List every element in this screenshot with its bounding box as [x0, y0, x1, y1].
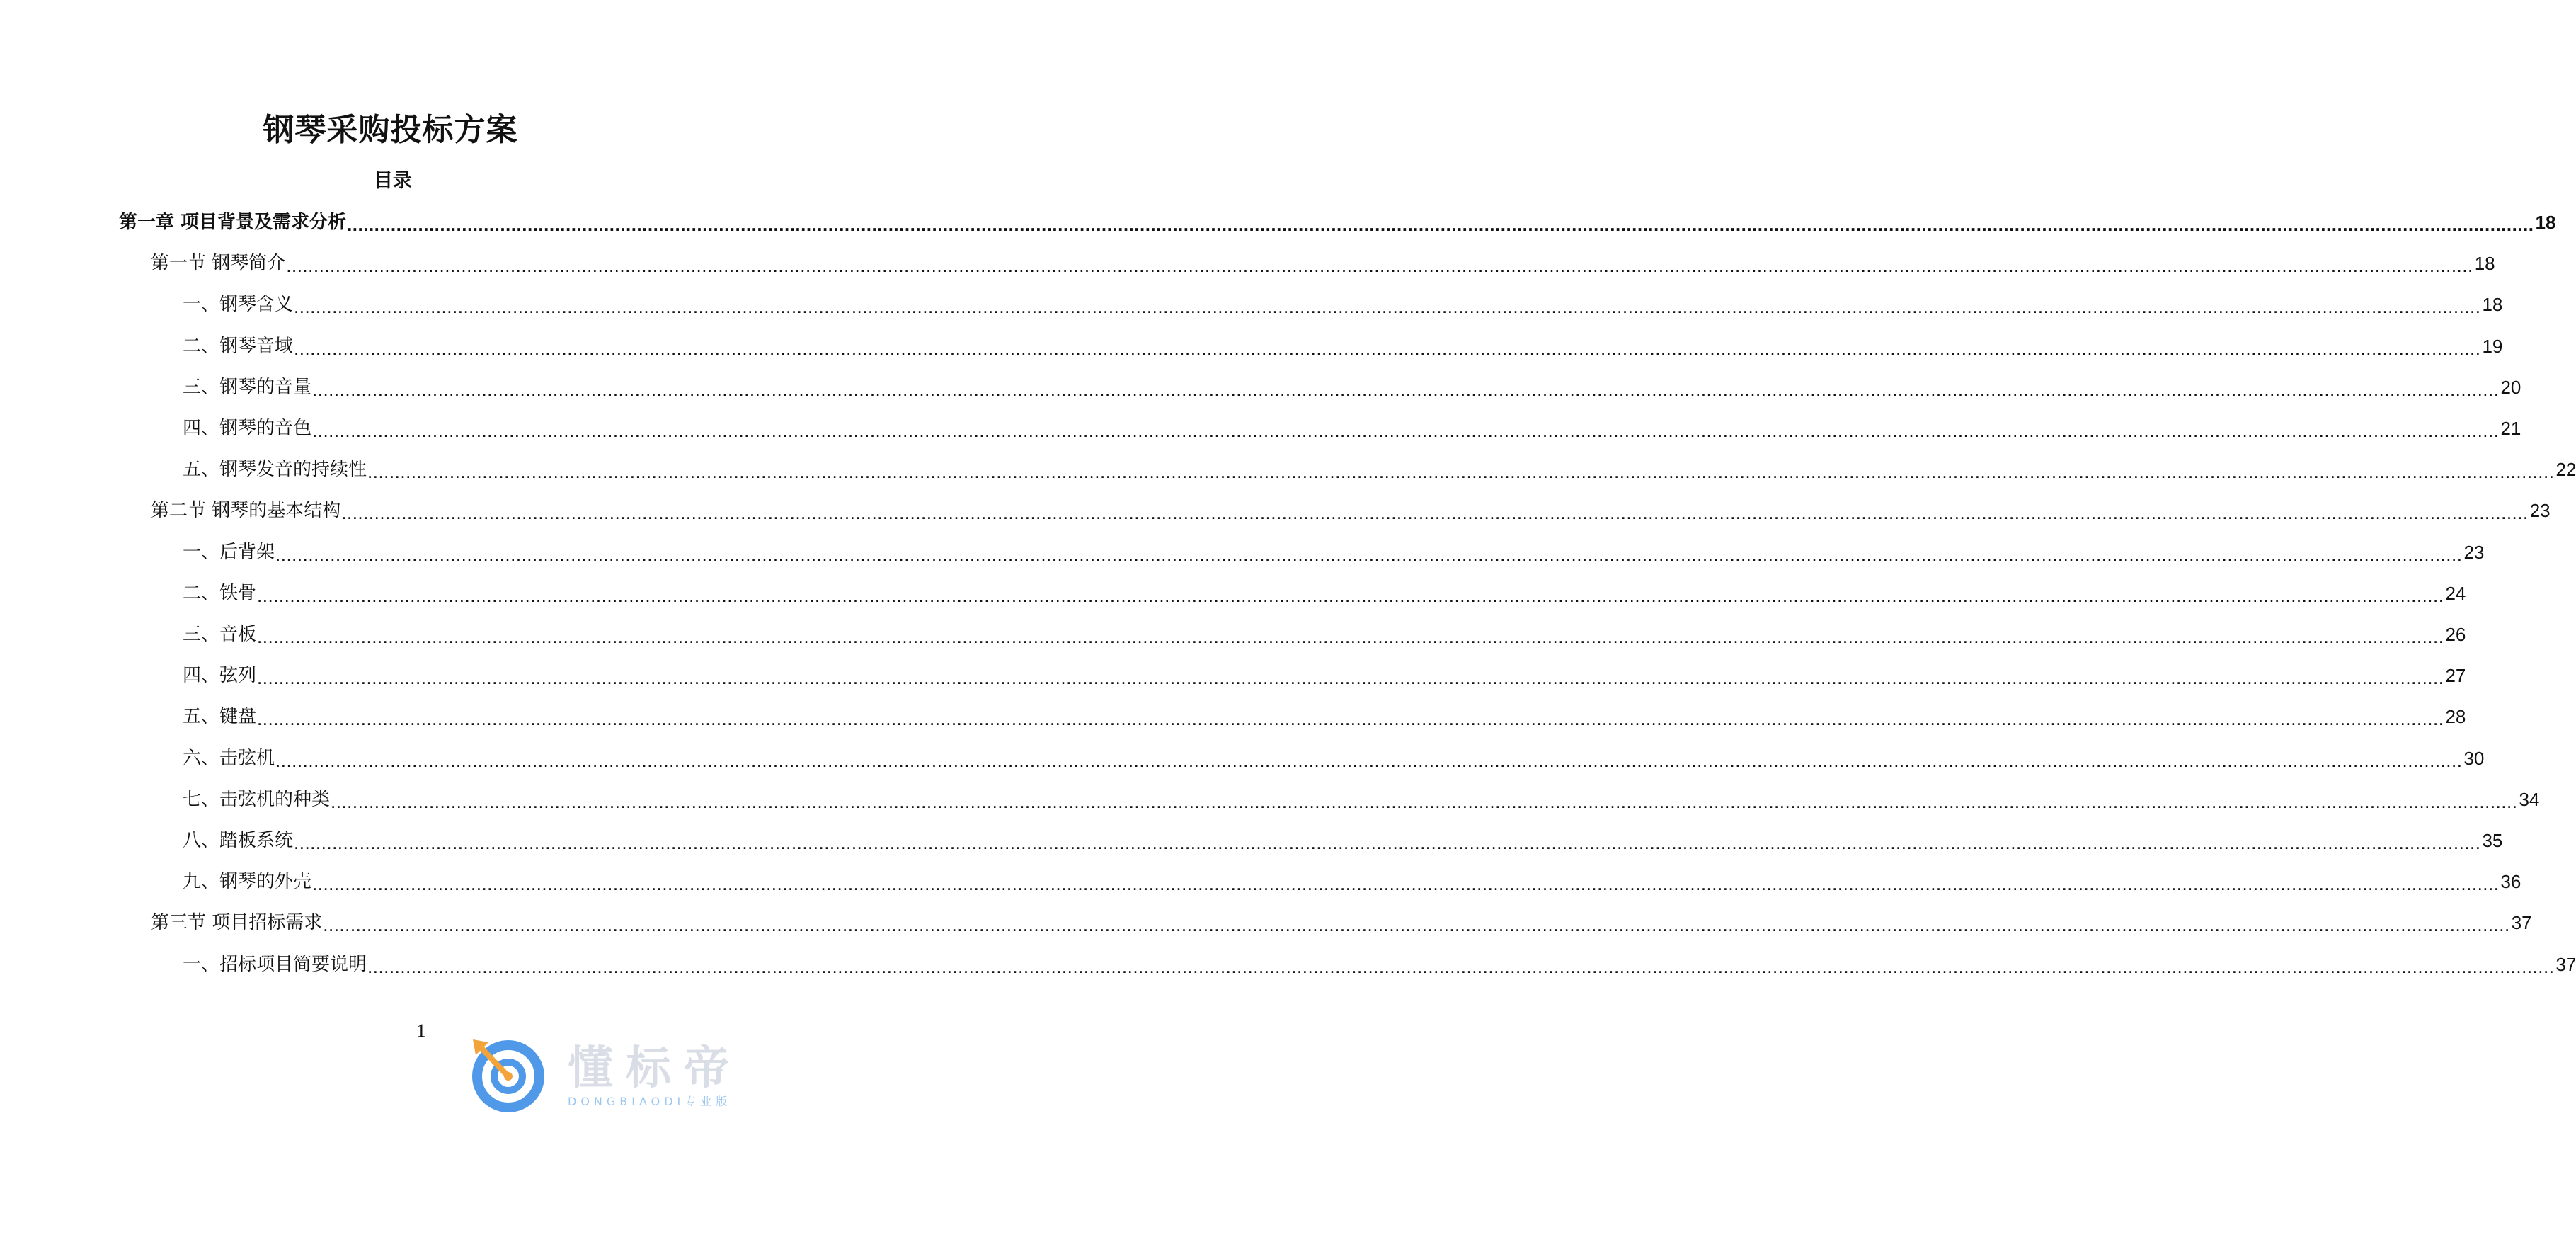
toc-entry-page: 37 [2511, 912, 2532, 934]
toc-leader-dots: ................................................................................................................................................................................................................................................................................................................................................................................................................ [341, 502, 2529, 524]
toc-entry-page: 30 [2463, 747, 2485, 769]
toc-entry[interactable] [151, 249, 2495, 278]
toc-entry-page: 27 [2445, 665, 2466, 687]
toc-entry-page: 34 [2519, 788, 2540, 810]
toc-entry[interactable] [183, 290, 2503, 319]
toc-entry-label: 五、键盘 [183, 706, 257, 728]
toc-entry-label: 四、弦列 [183, 665, 257, 687]
toc-leader-dots: ................................................................................................................................................................................................................................................................................................................................................................................................................ [323, 914, 2510, 936]
toc-entry[interactable] [183, 538, 2485, 566]
toc-leader-dots: ................................................................................................................................................................................................................................................................................................................................................................................................................ [294, 337, 2481, 359]
toc-entry-label: 六、击弦机 [183, 747, 275, 769]
toc-entry-page: 21 [2500, 418, 2521, 439]
toc-entry-label: 二、钢琴音域 [183, 335, 294, 357]
toc-entry[interactable] [183, 826, 2503, 855]
page-number: 1 [416, 1020, 426, 1041]
toc-entry-label: 三、钢琴的音量 [183, 376, 312, 398]
toc-entry-page: 28 [2445, 706, 2466, 728]
toc-entry-label: 一、钢琴含义 [183, 294, 294, 316]
toc-leader-dots: ................................................................................................................................................................................................................................................................................................................................................................................................................ [286, 255, 2473, 277]
toc-entry-page: 20 [2500, 376, 2521, 398]
toc-leader-dots: ................................................................................................................................................................................................................................................................................................................................................................................................................ [312, 378, 2500, 400]
toc-entry[interactable] [183, 332, 2503, 360]
watermark-subtitle: DONGBIAODI专业版 [568, 1095, 732, 1108]
toc-entry[interactable] [183, 455, 2576, 484]
toc-leader-dots: ................................................................................................................................................................................................................................................................................................................................................................................................................ [275, 543, 2463, 565]
toc-entry-label: 五、钢琴发音的持续性 [183, 459, 367, 481]
toc-entry[interactable] [183, 950, 2576, 979]
toc-leader-dots: ................................................................................................................................................................................................................................................................................................................................................................................................................ [257, 584, 2444, 606]
toc-entry[interactable] [183, 785, 2540, 814]
toc-entry-label: 第一章 项目背景及需求分析 [119, 212, 347, 233]
toc-entry-page: 18 [2535, 212, 2556, 233]
watermark [467, 1034, 779, 1110]
toc-leader-dots: ................................................................................................................................................................................................................................................................................................................................................................................................................ [275, 749, 2463, 771]
toc-entry[interactable] [183, 414, 2521, 443]
toc-entry[interactable] [183, 373, 2521, 401]
toc-entry-page: 19 [2482, 335, 2503, 357]
toc-leader-dots: ................................................................................................................................................................................................................................................................................................................................................................................................................ [294, 832, 2481, 853]
toc-leader-dots: ................................................................................................................................................................................................................................................................................................................................................................................................................ [312, 873, 2500, 895]
toc-entry[interactable] [183, 661, 2466, 690]
toc-entry[interactable] [151, 908, 2532, 937]
toc-entry-page: 23 [2529, 500, 2551, 522]
toc-entry-page: 37 [2555, 953, 2576, 975]
toc-entry-label: 第一节 钢琴简介 [151, 253, 286, 275]
toc-entry-label: 三、音板 [183, 624, 257, 645]
toc-leader-dots: ................................................................................................................................................................................................................................................................................................................................................................................................................ [294, 296, 2481, 318]
toc-entry[interactable] [183, 702, 2466, 731]
toc-leader-dots: ................................................................................................................................................................................................................................................................................................................................................................................................................ [347, 214, 2534, 235]
toc-entry-label: 一、后背架 [183, 541, 275, 563]
toc-entry-label: 第二节 钢琴的基本结构 [151, 500, 341, 522]
toc-leader-dots: ................................................................................................................................................................................................................................................................................................................................................................................................................ [312, 420, 2500, 441]
toc-leader-dots: ................................................................................................................................................................................................................................................................................................................................................................................................................ [257, 667, 2444, 689]
toc-entry[interactable] [183, 579, 2466, 608]
toc-entry-label: 九、钢琴的外壳 [183, 871, 312, 893]
toc-entry-page: 35 [2482, 830, 2503, 851]
toc-entry[interactable] [151, 496, 2551, 525]
toc-entry-page: 26 [2445, 624, 2466, 645]
toc-entry-page: 22 [2555, 459, 2576, 481]
toc-entry-page: 36 [2500, 871, 2521, 893]
toc-leader-dots: ................................................................................................................................................................................................................................................................................................................................................................................................................ [367, 461, 2555, 483]
watermark-brand: 懂标帝 [568, 1042, 742, 1095]
toc-leader-dots: ................................................................................................................................................................................................................................................................................................................................................................................................................ [257, 626, 2444, 647]
toc-entry[interactable] [183, 867, 2521, 896]
toc-entry-label: 二、铁骨 [183, 582, 257, 604]
toc-entry-page: 24 [2445, 582, 2466, 604]
toc-entry-page: 18 [2482, 294, 2503, 316]
toc-leader-dots: ................................................................................................................................................................................................................................................................................................................................................................................................................ [257, 708, 2444, 730]
toc-entry[interactable] [183, 744, 2485, 773]
toc-entry-label: 一、招标项目简要说明 [183, 953, 367, 975]
toc-entry-label: 八、踏板系统 [183, 830, 294, 851]
toc-entry[interactable] [183, 620, 2466, 649]
toc-leader-dots: ................................................................................................................................................................................................................................................................................................................................................................................................................ [331, 790, 2518, 812]
toc-leader-dots: ................................................................................................................................................................................................................................................................................................................................................................................................................ [367, 955, 2555, 977]
toc-heading: 目录 [374, 170, 412, 192]
toc-entry-label: 七、击弦机的种类 [183, 788, 331, 810]
toc-entry-label: 第三节 项目招标需求 [151, 912, 323, 934]
toc-entry[interactable] [119, 208, 2556, 237]
document-title: 钢琴采购投标方案 [263, 112, 518, 148]
toc-entry-label: 四、钢琴的音色 [183, 418, 312, 439]
toc-entry-page: 23 [2463, 541, 2485, 563]
toc-entry-page: 18 [2474, 253, 2495, 275]
target-arrow-icon [467, 1034, 566, 1110]
